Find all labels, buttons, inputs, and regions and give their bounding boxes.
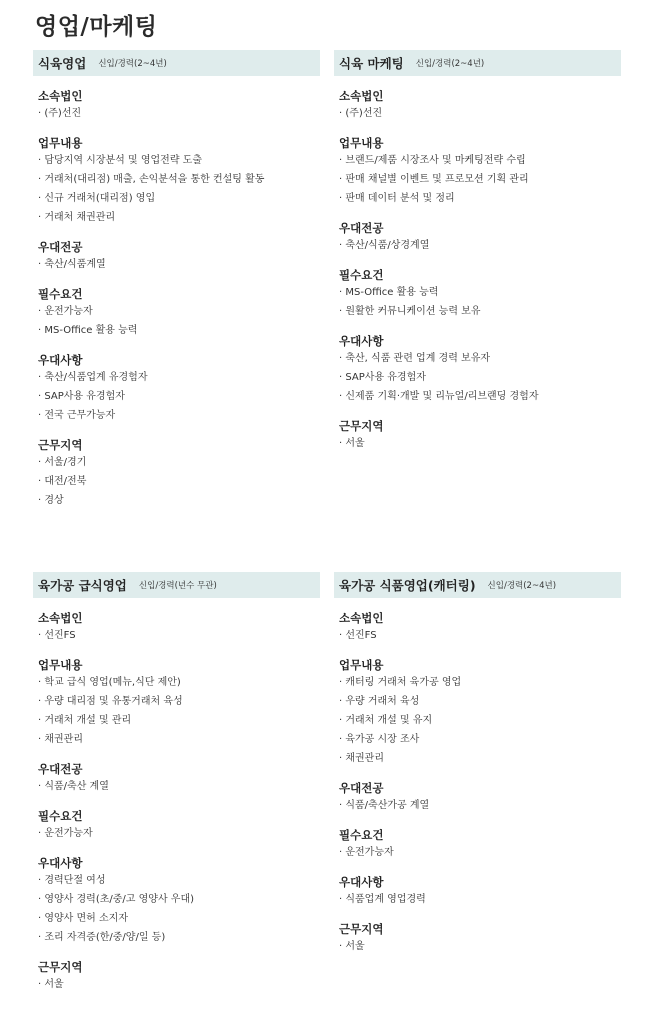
job-sections bbox=[334, 610, 621, 956]
section-title: 우대사항 bbox=[339, 875, 384, 889]
section-title: 우대전공 bbox=[38, 240, 83, 254]
section-list-item: · 브랜드/제품 시장조사 및 마케팅전략 수립 bbox=[339, 151, 621, 170]
section-list-item: · 축산/식품업계 유경험자 bbox=[38, 368, 320, 387]
section-list-item: · 운전가능자 bbox=[38, 302, 320, 321]
section-title: 업무내용 bbox=[339, 136, 384, 150]
section-list-item: · 선진FS bbox=[38, 626, 320, 645]
job-column-meat-marketing bbox=[334, 50, 621, 453]
page-title: 영업/마케팅 bbox=[35, 14, 158, 40]
section-title: 필수요건 bbox=[38, 809, 83, 823]
job-subtitle: 신입/경력(2~4년) bbox=[487, 581, 557, 591]
section-title: 근무지역 bbox=[38, 438, 83, 452]
job-header bbox=[33, 572, 320, 598]
section-title: 우대전공 bbox=[339, 781, 384, 795]
section-list-item: · 판매 데이터 분석 및 정리 bbox=[339, 189, 621, 208]
job-subtitle: 신입/경력(년수 무관) bbox=[138, 581, 217, 591]
section-list-item: · MS-Office 활용 능력 bbox=[38, 321, 320, 340]
section-list-item: · 운전가능자 bbox=[339, 843, 621, 862]
job-header bbox=[334, 572, 621, 598]
job-column-meat-sales bbox=[33, 50, 320, 510]
section-list-item: · 육가공 시장 조사 bbox=[339, 730, 621, 749]
section-list-item: · 서울 bbox=[38, 975, 320, 994]
section-list-item: · 영양사 경력(초/중/고 영양사 우대) bbox=[38, 890, 320, 909]
section-title: 소속법인 bbox=[38, 611, 83, 625]
section-list-item: · 거래처 개설 및 유지 bbox=[339, 711, 621, 730]
section-list-item: · 채권관리 bbox=[38, 730, 320, 749]
section-title: 우대전공 bbox=[38, 762, 83, 776]
section-list-item: · 서울 bbox=[339, 937, 621, 956]
section-list-item: · 판매 채널별 이벤트 및 프로모션 기획 관리 bbox=[339, 170, 621, 189]
section-title: 소속법인 bbox=[339, 611, 384, 625]
job-title: 식육 마케팅 bbox=[339, 56, 404, 71]
section-title: 필수요건 bbox=[339, 828, 384, 842]
job-sections bbox=[33, 610, 320, 994]
job-subtitle: 신입/경력(2~4년) bbox=[415, 59, 485, 69]
job-title: 육가공 급식영업 bbox=[38, 578, 127, 593]
job-title: 식육영업 bbox=[38, 56, 87, 71]
section-list-item: · (주)선진 bbox=[339, 104, 621, 123]
section-list-item: · 캐터링 거래처 육가공 영업 bbox=[339, 673, 621, 692]
section-list-item: · 원활한 커뮤니케이션 능력 보유 bbox=[339, 302, 621, 321]
section-title: 우대전공 bbox=[339, 221, 384, 235]
section-title: 근무지역 bbox=[339, 419, 384, 433]
section-list-item: · MS-Office 활용 능력 bbox=[339, 283, 621, 302]
section-title: 근무지역 bbox=[339, 922, 384, 936]
section-list-item: · 담당지역 시장분석 및 영업전략 도출 bbox=[38, 151, 320, 170]
section-list-item: · 거래처 채권관리 bbox=[38, 208, 320, 227]
section-list-item: · 우량 거래처 육성 bbox=[339, 692, 621, 711]
section-title: 우대사항 bbox=[339, 334, 384, 348]
section-list-item: · 학교 급식 영업(메뉴,식단 제안) bbox=[38, 673, 320, 692]
section-list-item: · 식품/축산가공 계열 bbox=[339, 796, 621, 815]
section-list-item: · 전국 근무가능자 bbox=[38, 406, 320, 425]
section-list-item: · 운전가능자 bbox=[38, 824, 320, 843]
section-list-item: · 서울 bbox=[339, 434, 621, 453]
section-list-item: · 선진FS bbox=[339, 626, 621, 645]
section-list-item: · SAP사용 유경험자 bbox=[38, 387, 320, 406]
section-list-item: · 채권관리 bbox=[339, 749, 621, 768]
job-sections bbox=[334, 88, 621, 453]
job-column-processed-meat-food-sales bbox=[334, 572, 621, 956]
job-subtitle: 신입/경력(2~4년) bbox=[98, 59, 167, 69]
section-list-item: · 신제품 기획·개발 및 리뉴얼/리브랜딩 경험자 bbox=[339, 387, 621, 406]
section-title: 근무지역 bbox=[38, 960, 83, 974]
section-list-item: · 거래처 개설 및 관리 bbox=[38, 711, 320, 730]
job-sections bbox=[33, 88, 320, 510]
section-title: 필수요건 bbox=[38, 287, 83, 301]
job-header bbox=[33, 50, 320, 76]
section-list-item: · SAP사용 유경험자 bbox=[339, 368, 621, 387]
section-list-item: · 거래처(대리점) 매출, 손익분석을 통한 컨설팅 활동 bbox=[38, 170, 320, 189]
section-list-item: · 대전/전북 bbox=[38, 472, 320, 491]
section-list-item: · 축산, 식품 관련 업계 경력 보유자 bbox=[339, 349, 621, 368]
section-title: 소속법인 bbox=[339, 89, 384, 103]
section-title: 우대사항 bbox=[38, 353, 83, 367]
section-title: 업무내용 bbox=[38, 136, 83, 150]
section-list-item: · 식품업계 영업경력 bbox=[339, 890, 621, 909]
section-list-item: · 우량 대리점 및 유통거래처 육성 bbox=[38, 692, 320, 711]
section-list-item: · 영양사 면허 소지자 bbox=[38, 909, 320, 928]
section-list-item: · 신규 거래처(대리점) 영입 bbox=[38, 189, 320, 208]
section-title: 필수요건 bbox=[339, 268, 384, 282]
section-title: 소속법인 bbox=[38, 89, 83, 103]
job-title: 육가공 식품영업(캐터링) bbox=[339, 578, 476, 593]
section-list-item: · 서울/경기 bbox=[38, 453, 320, 472]
section-list-item: · 경력단절 여성 bbox=[38, 871, 320, 890]
section-list-item: · 식품/축산 계열 bbox=[38, 777, 320, 796]
section-title: 우대사항 bbox=[38, 856, 83, 870]
section-list-item: · 축산/식품/상경계열 bbox=[339, 236, 621, 255]
job-header bbox=[334, 50, 621, 76]
section-title: 업무내용 bbox=[339, 658, 384, 672]
job-column-processed-meat-catering-sales bbox=[33, 572, 320, 994]
section-list-item: · 경상 bbox=[38, 491, 320, 510]
section-list-item: · 축산/식품계열 bbox=[38, 255, 320, 274]
section-title: 업무내용 bbox=[38, 658, 83, 672]
section-list-item: · (주)선진 bbox=[38, 104, 320, 123]
section-list-item: · 조리 자격증(한/중/양/일 등) bbox=[38, 928, 320, 947]
